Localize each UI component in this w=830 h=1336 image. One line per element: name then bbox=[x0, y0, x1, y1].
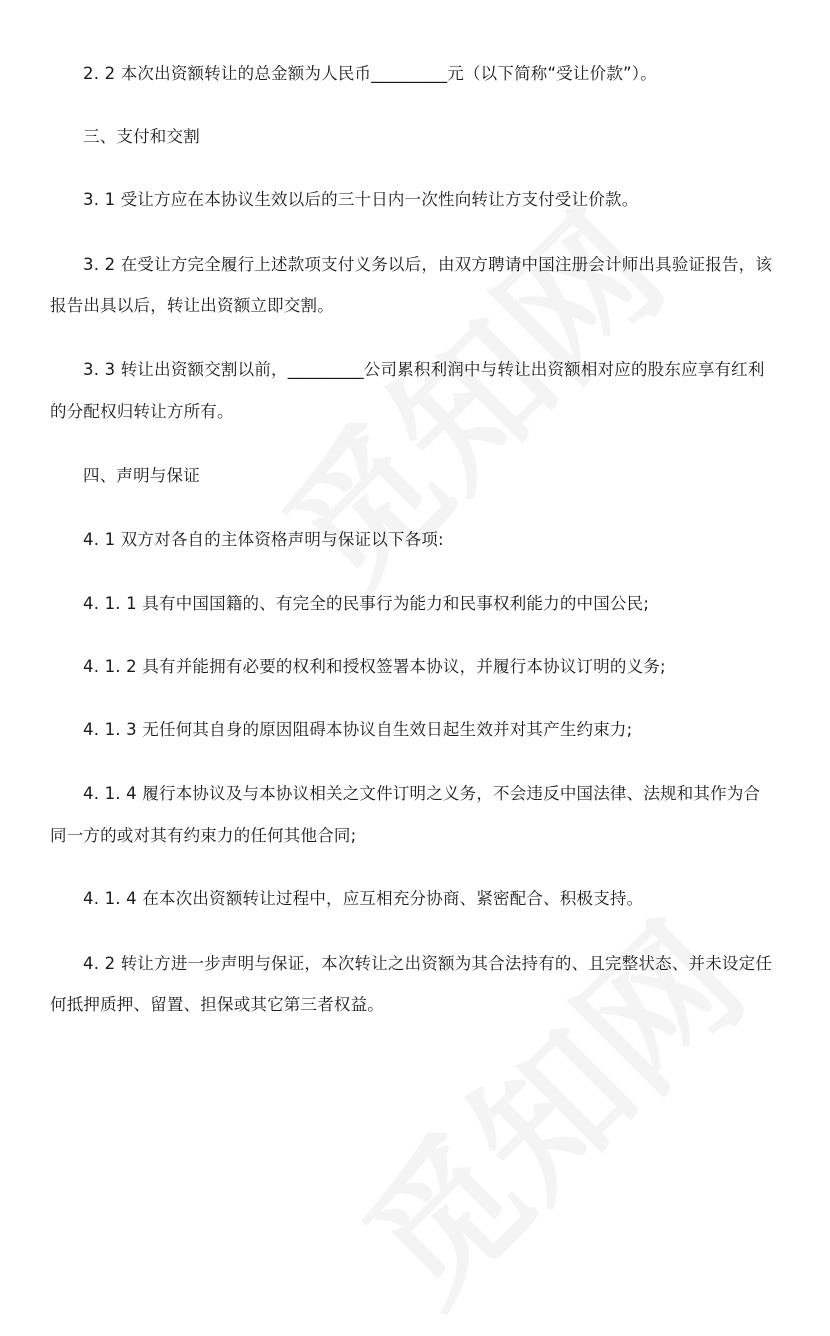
paragraph-4-1-4-line-2: 同一方的或对其有约束力的任何其他合同; bbox=[50, 826, 357, 845]
paragraph-4-1-2: 4. 1. 2 具有并能拥有必要的权利和授权签署本协议，并履行本协议订明的义务; bbox=[83, 657, 666, 676]
paragraph-2-2: 2. 2 本次出资额转让的总金额为人民币_________元（以下简称“受让价款”）。 bbox=[83, 64, 657, 83]
paragraph-3-3-line-2: 的分配权归转让方所有。 bbox=[50, 402, 234, 421]
paragraph-4-1-4b: 4. 1. 4 在本次出资额转让过程中，应互相充分协商、紧密配合、积极支持。 bbox=[83, 889, 644, 908]
paragraph-4-2-line-2: 何抵押质押、留置、担保或其它第三者权益。 bbox=[50, 995, 384, 1014]
paragraph-4-1: 4. 1 双方对各自的主体资格声明与保证以下各项: bbox=[83, 530, 444, 549]
paragraph-4-1-3: 4. 1. 3 无任何其自身的原因阻碍本协议自生效日起生效并对其产生约束力; bbox=[83, 720, 633, 739]
paragraph-4-2-line-1: 4. 2 转让方进一步声明与保证，本次转让之出资额为其合法持有的、且完整状态、并未设定任 bbox=[83, 954, 773, 973]
paragraph-3-2-line-1: 3. 2 在受让方完全履行上述款项支付义务以后，由双方聘请中国注册会计师出具验证报告，该 bbox=[83, 255, 773, 274]
paragraph-3-3-line-1: 3. 3 转让出资额交割以前，_________公司累积利润中与转让出资额相对应的股东应享有红利 bbox=[83, 360, 765, 379]
paragraph-4-1-4-line-1: 4. 1. 4 履行本协议及与本协议相关之文件订明之义务，不会违反中国法律、法规和其作为合 bbox=[83, 784, 761, 803]
paragraph-4-1-1: 4. 1. 1 具有中国国籍的、有完全的民事行为能力和民事权利能力的中国公民; bbox=[83, 594, 650, 613]
paragraph-3-2-line-2: 报告出具以后，转让出资额立即交割。 bbox=[50, 296, 334, 315]
paragraph-3-1: 3. 1 受让方应在本协议生效以后的三十日内一次性向转让方支付受让价款。 bbox=[83, 190, 639, 209]
section-heading-4: 四、声明与保证 bbox=[83, 466, 200, 485]
section-heading-3: 三、支付和交割 bbox=[83, 127, 200, 146]
